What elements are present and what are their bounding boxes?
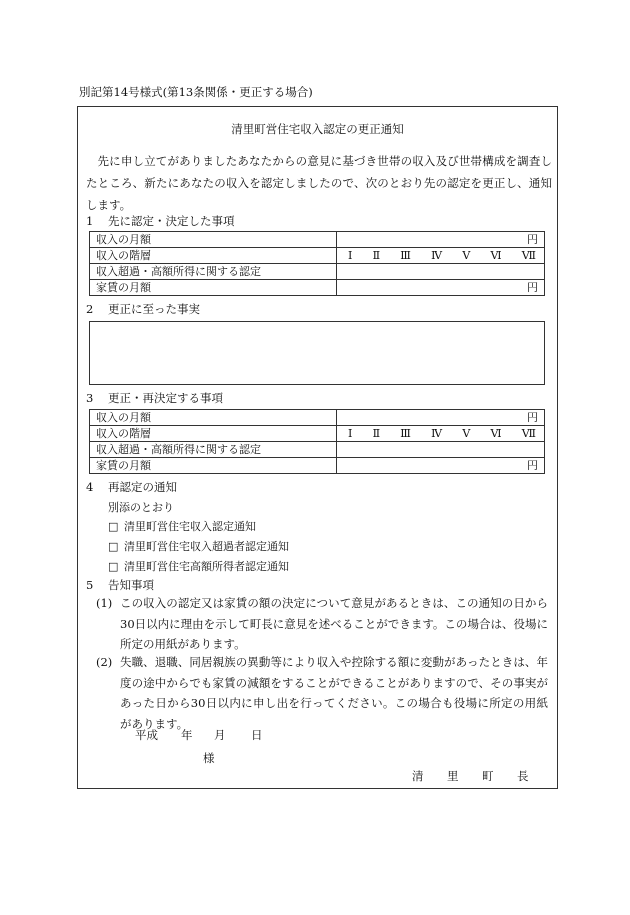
issuer-char: 町 — [482, 769, 494, 783]
empty-cell — [337, 264, 545, 280]
checkbox-icon[interactable]: □ — [108, 560, 119, 573]
row-label: 収入超過・高額所得に関する認定 — [90, 442, 337, 458]
era-label: 平成 — [135, 728, 158, 742]
row-label: 収入の階層 — [90, 426, 337, 442]
notice-frame — [77, 106, 558, 789]
level-5: Ⅴ — [462, 427, 471, 440]
section-number: 5 — [86, 578, 94, 592]
table-row — [90, 248, 545, 264]
yen-unit: 円 — [337, 280, 545, 296]
month-label: 月 — [214, 728, 226, 742]
row-label: 収入の月額 — [90, 232, 337, 248]
level-6: Ⅵ — [490, 427, 502, 440]
notice-text: 失職、退職、同居親族の異動等により収入や控除する額に変動があったときは、年度の途中からでも家賃の減額をすることができることがありますので、その事実があった日から30日以内に申し出を行ってください。この場合も役場に所定の用紙があります。 — [120, 655, 548, 731]
level-2: Ⅱ — [372, 249, 381, 262]
level-cell — [337, 426, 545, 442]
date-line — [135, 727, 263, 743]
year-label: 年 — [181, 728, 193, 742]
level-4: Ⅳ — [431, 249, 443, 262]
row-label: 収入の月額 — [90, 410, 337, 426]
intro-paragraph: 先に申し立てがありましたあなたからの意見に基づき世帯の収入及び世帯構成を調査したところ、新たにあなたの収入を認定しましたので、次のとおり先の認定を更正し、通知します。 — [86, 154, 552, 212]
issuer-char: 長 — [517, 769, 529, 783]
section-5-heading — [86, 577, 154, 593]
document-title: 清里町営住宅収入認定の更正通知 — [231, 122, 404, 136]
previous-decision-table — [89, 231, 545, 296]
table-row — [90, 280, 545, 296]
separate-attachment-text: 別添のとおり — [108, 501, 174, 514]
facts-box — [89, 321, 545, 385]
level-1: Ⅰ — [348, 249, 353, 262]
table-row — [90, 442, 545, 458]
table-row — [90, 232, 545, 248]
revised-decision-table — [89, 409, 545, 474]
row-label: 家賃の月額 — [90, 280, 337, 296]
section-1-heading — [86, 213, 235, 229]
section-number: 1 — [86, 214, 94, 228]
checkbox-icon[interactable]: □ — [108, 520, 119, 533]
yen-unit: 円 — [337, 458, 545, 474]
level-7: Ⅶ — [521, 249, 536, 262]
level-3: Ⅲ — [400, 249, 411, 262]
row-label: 家賃の月額 — [90, 458, 337, 474]
issuer-char: 清 — [412, 769, 424, 783]
level-5: Ⅴ — [462, 249, 471, 262]
section-number: 2 — [86, 302, 94, 316]
option-item — [108, 538, 289, 554]
recipient-honorific: 様 — [203, 751, 215, 765]
level-cell — [337, 248, 545, 264]
empty-cell — [337, 442, 545, 458]
checkbox-icon[interactable]: □ — [108, 540, 119, 553]
issuer-char: 里 — [447, 769, 459, 783]
notice-number: (1) — [96, 596, 113, 610]
yen-unit: 円 — [337, 232, 545, 248]
level-2: Ⅱ — [372, 427, 381, 440]
notice-item — [96, 652, 548, 734]
section-title: 再認定の通知 — [108, 480, 177, 494]
section-4-heading — [86, 479, 177, 495]
option-label: 清里町営住宅収入認定通知 — [124, 520, 256, 533]
form-id: 別記第14号様式(第13条関係・更正する場合) — [79, 85, 313, 99]
notice-text: この収入の認定又は家賃の額の決定について意見があるときは、この通知の日から30日以内に理由を示して町長に意見を述べることができます。この場合は、役場に所定の用紙があります。 — [120, 596, 548, 651]
table-row — [90, 458, 545, 474]
section-3-heading — [86, 390, 223, 406]
option-item — [108, 558, 289, 574]
level-4: Ⅳ — [431, 427, 443, 440]
option-item — [108, 518, 256, 534]
table-row — [90, 426, 545, 442]
section-title: 告知事項 — [108, 578, 154, 592]
notice-item — [96, 593, 548, 655]
section-title: 更正に至った事実 — [108, 302, 200, 316]
table-row — [90, 410, 545, 426]
row-label: 収入超過・高額所得に関する認定 — [90, 264, 337, 280]
section-number: 4 — [86, 480, 94, 494]
option-label: 清里町営住宅収入超過者認定通知 — [124, 540, 289, 553]
level-1: Ⅰ — [348, 427, 353, 440]
level-3: Ⅲ — [400, 427, 411, 440]
issuer-name — [412, 768, 552, 784]
level-7: Ⅶ — [521, 427, 536, 440]
level-6: Ⅵ — [490, 249, 502, 262]
day-label: 日 — [251, 728, 263, 742]
table-row — [90, 264, 545, 280]
row-label: 収入の階層 — [90, 248, 337, 264]
option-label: 清里町営住宅高額所得者認定通知 — [124, 560, 289, 573]
section-2-heading — [86, 301, 200, 317]
section-number: 3 — [86, 391, 94, 405]
section-title: 先に認定・決定した事項 — [108, 214, 235, 228]
section-title: 更正・再決定する事項 — [108, 391, 223, 405]
notice-number: (2) — [96, 655, 113, 669]
yen-unit: 円 — [337, 410, 545, 426]
